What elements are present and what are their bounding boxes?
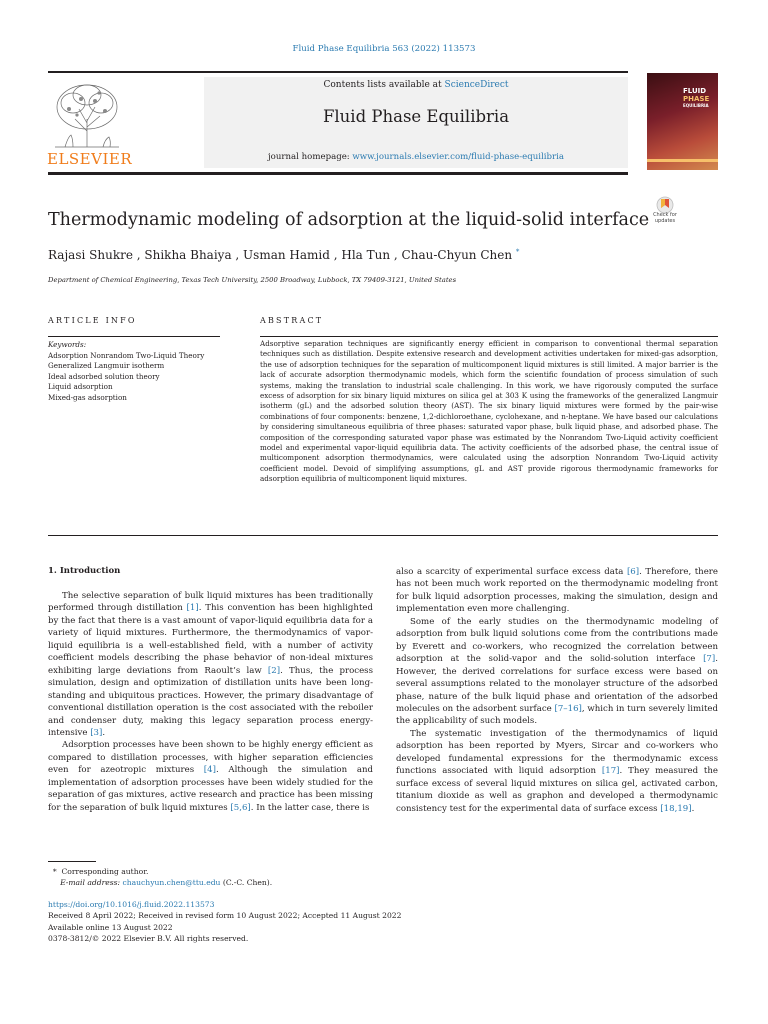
citation-link[interactable]: [7–16] <box>554 703 582 714</box>
journal-homepage-link[interactable]: www.journals.elsevier.com/fluid-phase-equilibria <box>352 152 564 162</box>
article-info-heading: ARTICLE INFO <box>48 316 137 325</box>
author-names: Rajasi Shukre , Shikha Bhaiya , Usman Hamid , Hla Tun , Chau-Chyun Chen <box>48 248 513 262</box>
header-top-rule <box>48 71 628 73</box>
cover-title-line-1: FLUID <box>683 87 707 95</box>
citation-link[interactable]: [7] <box>703 654 716 665</box>
paragraph: The systematic investigation of the thermodynamics of liquid adsorption has been reported by Myers, Sircar and co-workers who developed fundamental expressions for the thermodynamic excess functions associated with liquid adsorption [17]. They measured the surface excess of several liquid mixtures on silica gel, activated carbon, titanium dioxide as well as graphon and developed a thermodynamic consistency test for the experimental data of surface excess [18,19]. <box>396 728 718 814</box>
paragraph: Some of the early studies on the thermodynamic modeling of adsorption from bulk liquid solutions come from the contributions made by Everett and co-workers, who recognized the correlation between adsorption at the solid-vapor and the solid-solution interface [7]. However, the derived correlations for surface excess were based on several assumptions related to the monolayer structure of the adsorbed phase, nature of the bulk liquid phase and orientation of the adsorbed molecules on the adsorbent surface [7–16], which in turn severely limited the applicability of such models. <box>396 616 718 727</box>
footnote-rule <box>48 861 96 862</box>
cover-title-line-3: EQUILIBRIA <box>683 103 709 108</box>
article-info-rule <box>48 336 220 337</box>
corresponding-author-mark[interactable]: * <box>515 248 520 256</box>
paper-title: Thermodynamic modeling of adsorption at the liquid-solid interface <box>48 210 650 230</box>
citation-link[interactable]: [3] <box>90 727 103 738</box>
doi-link[interactable]: https://doi.org/10.1016/j.fluid.2022.113573 <box>48 900 215 909</box>
corresponding-author-note: * Corresponding author. <box>52 867 149 876</box>
publication-info <box>48 899 548 944</box>
citation-link[interactable]: [4] <box>203 765 216 776</box>
sciencedirect-link[interactable]: ScienceDirect <box>444 80 509 90</box>
citation-link[interactable]: [18,19] <box>660 803 692 814</box>
keyword-item: Adsorption Nonrandom Two-Liquid Theory <box>48 350 205 360</box>
keyword-item: Ideal adsorbed solution theory <box>48 371 160 381</box>
citation-link[interactable]: [6] <box>626 567 640 577</box>
received-dates: Received 8 April 2022; Received in revised form 10 August 2022; Accepted 11 August 2022 <box>48 911 402 921</box>
keywords-heading: Keywords: <box>48 340 87 349</box>
abstract-bottom-rule <box>48 535 718 536</box>
paragraph: also a scarcity of experimental surface excess data [6]. Therefore, there has not been much work reported on the thermodynamic modeling front for bulk liquid adsorption processes, making the simulation, design and implementation even more challenging. <box>396 567 718 615</box>
available-online: Available online 13 August 2022 <box>48 922 173 932</box>
keyword-item: Liquid adsorption <box>48 382 113 391</box>
journal-homepage-line <box>204 152 628 162</box>
abstract-heading: ABSTRACT <box>260 316 324 325</box>
homepage-prefix: journal homepage: <box>268 152 353 162</box>
cover-band <box>647 159 718 162</box>
contents-line <box>204 80 628 90</box>
body-column-left <box>48 590 373 814</box>
journal-reference[interactable]: Fluid Phase Equilibria 563 (2022) 113573 <box>292 44 476 54</box>
citation-link[interactable]: [17] <box>601 766 620 777</box>
author-affiliation: Department of Chemical Engineering, Texas Tech University, 2500 Broadway, Lubbock, TX 79409-3121, United States <box>48 276 457 284</box>
section-heading-introduction: 1. Introduction <box>48 566 121 576</box>
citation-link[interactable]: [2] <box>267 665 281 676</box>
journal-cover-thumbnail[interactable] <box>647 73 718 170</box>
cover-title <box>683 87 717 108</box>
cover-title-line-2: PHASE <box>683 95 710 103</box>
contents-prefix: Contents lists available at <box>323 80 445 90</box>
publisher-wordmark: ELSEVIER <box>47 150 133 168</box>
citation-link[interactable]: [1] <box>186 603 199 614</box>
email-note: E-mail address: chauchyun.chen@ttu.edu (C.-C. Chen). <box>60 878 273 887</box>
author-list <box>48 248 519 262</box>
copyright: 0378-3812/© 2022 Elsevier B.V. All rights reserved. <box>48 933 249 943</box>
keywords-block <box>48 340 228 403</box>
body-column-right <box>396 566 718 815</box>
paragraph: The selective separation of bulk liquid mixtures has been traditionally performed through distillation [1]. This convention has been highlighted by the fact that there is a vast amount of vapor-liquid equilibria data for a variety of liquid mixtures. Furthermore, the thermodynamics of vapor-liquid equilibria is a well-established field, with a number of activity coefficient models describing the phase behavior of non-ideal mixtures exhibiting large deviations from Raoult’s law [2]. Thus, the process simulation, design and optimization of distillation units have been long-standing and ubiquitous practices. However, the primary disadvantage of conventional distillation operation is the cost associated with the reboiler and condenser duty, making this legacy separation process energy-intensive [3]. <box>48 591 373 738</box>
abstract-body: Adsorptive separation techniques are significantly energy efficient in comparison to conventional thermal separation techniques such as distillation. Despite extensive research and development activities undertaken for mixed-gas adsorption, the use of adsorption techniques for the separation of multicomponent liquid mixtures is still limited. A major barrier is the lack of accurate adsorption thermodynamic models, which form the scientific foundation of process simulation of such systems, making the translation to industrial scale challenging. In this work, we have rigorously computed the surface excess of adsorption for six binary liquid mixtures on silica gel at 303 K using the frameworks of the generalized Langmuir isotherm (gL) and the adsorbed solution theory (AST). The six binary liquid mixtures were formed by the pair-wise combinations of four components: benzene, 1,2-dichloroethane, cyclohexane, and n-heptane. We have based our calculations by considering simultaneous equilibria of three phases: saturated vapor phase, bulk liquid phase, and adsorbed phase. The composition of the corresponding saturated vapor phase was estimated by the Nonrandom Two-Liquid activity coefficient model and experimental vapor-liquid equilibria data. The activity coefficients of the adsorbed phase, the central issue of multicomponent adsorption thermodynamics, were calculated using the adsorption Nonrandom Two-Liquid activity coefficient model. Devoid of simplifying assumptions, gL and AST provide rigorous thermodynamic frameworks for adsorption equilibria of multicomponent liquid mixtures. <box>260 339 718 484</box>
footnotes <box>48 866 448 888</box>
keyword-item: Generalized Langmuir isotherm <box>48 361 165 370</box>
citation-link[interactable]: [5,6] <box>230 802 251 813</box>
check-for-updates-label[interactable]: Check for updates <box>653 212 677 224</box>
email-link[interactable]: chauchyun.chen@ttu.edu <box>122 878 221 887</box>
keyword-item: Mixed-gas adsorption <box>48 392 127 402</box>
journal-title: Fluid Phase Equilibria <box>322 107 510 126</box>
header-bottom-rule <box>48 172 628 175</box>
paragraph: Adsorption processes have been shown to be highly energy efficient as compared to distillation processes, with higher separation efficiencies even for azeotropic mixtures [4]. Although the simulation and implementation of adsorption processes have been widely studied for the separation of gas mixtures, active research and practice has been missing for the separation of bulk liquid mixtures [5,6]. In the latter case, there is <box>48 740 373 813</box>
abstract-top-rule <box>260 336 718 337</box>
